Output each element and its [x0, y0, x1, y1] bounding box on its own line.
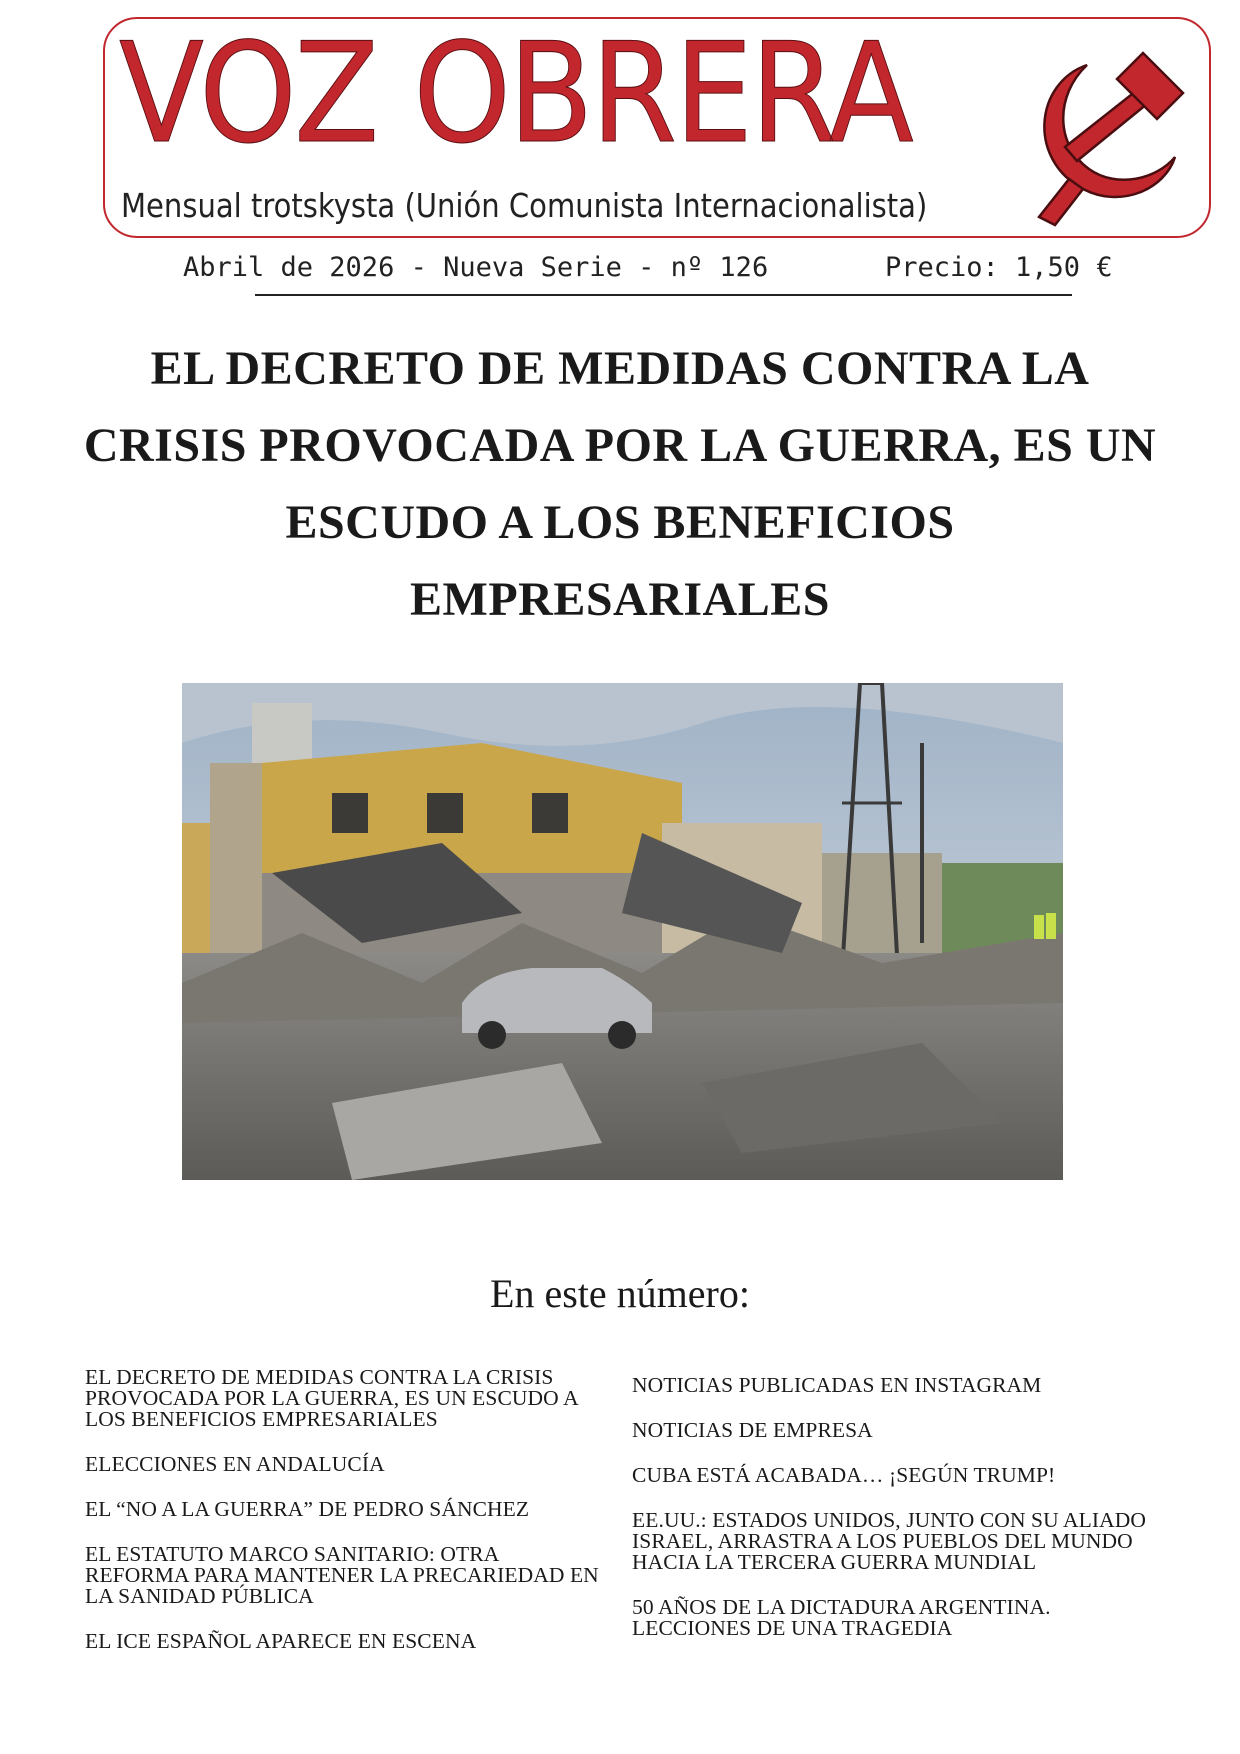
toc-item[interactable]: EL DECRETO DE MEDIDAS CONTRA LA CRISIS PROVOCADA POR LA GUERRA, ES UN ESCUDO A LOS BENEFICIOS EMPRESARIALES: [85, 1365, 578, 1431]
cover-photo: [182, 683, 1063, 1180]
masthead-title: VOZ OBRERA: [119, 13, 912, 174]
masthead: [103, 13, 1211, 238]
issue-line: Abril de 2026 - Nueva Serie - nº 126: [183, 252, 769, 283]
toc-left-column: [85, 1367, 605, 1676]
toc-item[interactable]: NOTICIAS DE EMPRESA: [632, 1418, 873, 1442]
toc-item[interactable]: 50 AÑOS DE LA DICTADURA ARGENTINA. LECCIONES DE UNA TRAGEDIA: [632, 1595, 1051, 1640]
toc-right-column: [632, 1375, 1162, 1663]
masthead-subtitle: Mensual trotskysta (Unión Comunista Internacionalista): [121, 186, 928, 225]
toc-item[interactable]: ELECCIONES EN ANDALUCÍA: [85, 1452, 385, 1476]
price: Precio: 1,50 €: [885, 252, 1113, 283]
toc-item[interactable]: EL ESTATUTO MARCO SANITARIO: OTRA REFORMA PARA MANTENER LA PRECARIEDAD EN LA SANIDAD PÚBLICA: [85, 1542, 599, 1608]
headline: EL DECRETO DE MEDIDAS CONTRA LA CRISIS PROVOCADA POR LA GUERRA, ES UN ESCUDO A LOS BENEFICIOS EMPRESARIALES: [83, 342, 1157, 626]
toc-item[interactable]: EE.UU.: ESTADOS UNIDOS, JUNTO CON SU ALIADO ISRAEL, ARRASTRA A LOS PUEBLOS DEL MUNDO HACIA LA TERCERA GUERRA MUNDIAL: [632, 1508, 1147, 1574]
toc-heading: En este número:: [490, 1271, 750, 1316]
divider: [255, 294, 1072, 296]
toc-item[interactable]: EL ICE ESPAÑOL APARECE EN ESCENA: [85, 1629, 477, 1653]
toc-item[interactable]: CUBA ESTÁ ACABADA… ¡SEGÚN TRUMP!: [632, 1463, 1056, 1487]
toc-item[interactable]: EL “NO A LA GUERRA” DE PEDRO SÁNCHEZ: [85, 1497, 530, 1521]
hammer-sickle-icon: [1025, 39, 1195, 229]
toc-item[interactable]: NOTICIAS PUBLICADAS EN INSTAGRAM: [632, 1373, 1042, 1397]
